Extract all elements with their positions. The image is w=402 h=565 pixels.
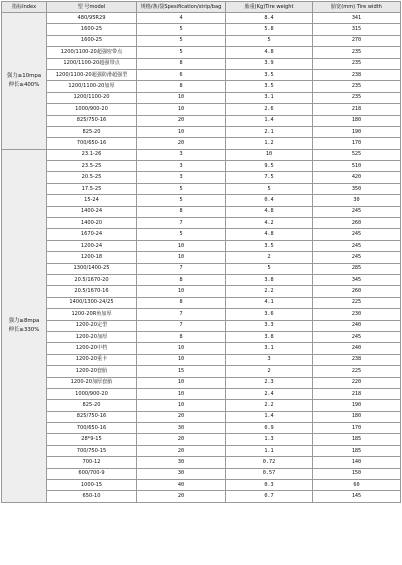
cell-model: 825-20 — [47, 126, 137, 137]
cell-width: 190 — [313, 126, 401, 137]
cell-width: 150 — [313, 468, 401, 479]
cell-model: 15-24 — [47, 195, 137, 206]
cell-spec: 6 — [137, 69, 226, 80]
cell-weight: 5 — [226, 183, 313, 194]
cell-spec: 20 — [137, 491, 226, 502]
cell-spec: 3 — [137, 172, 226, 183]
cell-model: 700/650-16 — [47, 138, 137, 149]
table-row — [2, 24, 401, 35]
cell-spec: 8 — [137, 206, 226, 217]
cell-weight: 2.4 — [226, 388, 313, 399]
table-row — [2, 331, 401, 342]
cell-spec: 8 — [137, 81, 226, 92]
table-row — [2, 274, 401, 285]
cell-width: 238 — [313, 69, 401, 80]
cell-spec: 8 — [137, 297, 226, 308]
group-index-cell — [2, 149, 47, 502]
cell-model: 23.5-25 — [47, 161, 137, 172]
table-row — [2, 445, 401, 456]
cell-spec: 5 — [137, 24, 226, 35]
cell-spec: 20 — [137, 115, 226, 126]
cell-spec: 10 — [137, 343, 226, 354]
cell-model: 1200-20加厚套胎 — [47, 377, 137, 388]
cell-weight: 7.5 — [226, 172, 313, 183]
cell-width: 420 — [313, 172, 401, 183]
cell-width: 341 — [313, 13, 401, 24]
table-row — [2, 13, 401, 24]
header-index: 指标Index — [2, 2, 47, 13]
cell-weight: 4.1 — [226, 297, 313, 308]
cell-model: 1400-24 — [47, 206, 137, 217]
cell-spec: 30 — [137, 423, 226, 434]
cell-width: 225 — [313, 297, 401, 308]
cell-weight: 0.9 — [226, 423, 313, 434]
cell-width: 185 — [313, 445, 401, 456]
cell-model: 1200/1100-20加厚 — [47, 81, 137, 92]
cell-model: 1400-20 — [47, 218, 137, 229]
cell-weight: 1.4 — [226, 115, 313, 126]
header-model: 型 号model — [47, 2, 137, 13]
table-row — [2, 92, 401, 103]
cell-spec: 30 — [137, 468, 226, 479]
group-strength-label: 强力≥10mpa — [6, 72, 42, 79]
cell-weight: 9.5 — [226, 161, 313, 172]
cell-spec: 8 — [137, 331, 226, 342]
cell-width: 238 — [313, 354, 401, 365]
cell-weight: 8.4 — [226, 13, 313, 24]
cell-model: 1200-20套胎 — [47, 366, 137, 377]
table-row — [2, 309, 401, 320]
cell-weight: 3.8 — [226, 331, 313, 342]
cell-model: 650-10 — [47, 491, 137, 502]
cell-model: 1000/900-20 — [47, 388, 137, 399]
cell-model: 1600-25 — [47, 24, 137, 35]
cell-weight: 0.7 — [226, 491, 313, 502]
cell-weight: 3.6 — [226, 309, 313, 320]
cell-weight: 0.4 — [226, 195, 313, 206]
cell-weight: 3.8 — [226, 274, 313, 285]
cell-width: 240 — [313, 343, 401, 354]
table-row — [2, 69, 401, 80]
table-row — [2, 104, 401, 115]
table-row — [2, 218, 401, 229]
cell-weight: 2 — [226, 366, 313, 377]
cell-weight: 5 — [226, 263, 313, 274]
cell-model: 1200/1100-20超强带点 — [47, 58, 137, 69]
cell-weight: 1.1 — [226, 445, 313, 456]
cell-weight: 4.2 — [226, 218, 313, 229]
cell-weight: 1.3 — [226, 434, 313, 445]
cell-width: 245 — [313, 331, 401, 342]
cell-weight: 2.3 — [226, 377, 313, 388]
cell-width: 245 — [313, 206, 401, 217]
table-row — [2, 366, 401, 377]
table-row — [2, 491, 401, 502]
cell-model: 1300/1400-25 — [47, 263, 137, 274]
cell-weight: 5 — [226, 35, 313, 46]
group-elongation-label: 伸长≥330% — [8, 326, 40, 333]
table-body — [2, 13, 401, 503]
cell-weight: 0.57 — [226, 468, 313, 479]
tire-spec-table — [1, 1, 401, 503]
cell-spec: 10 — [137, 240, 226, 251]
cell-weight: 1.2 — [226, 138, 313, 149]
cell-spec: 40 — [137, 480, 226, 491]
cell-spec: 10 — [137, 400, 226, 411]
cell-weight: 2.2 — [226, 400, 313, 411]
cell-weight: 2.6 — [226, 104, 313, 115]
cell-spec: 10 — [137, 388, 226, 399]
cell-weight: 4.8 — [226, 47, 313, 58]
cell-weight: 10 — [226, 149, 313, 160]
cell-width: 270 — [313, 35, 401, 46]
cell-spec: 30 — [137, 457, 226, 468]
cell-width: 180 — [313, 115, 401, 126]
cell-model: 1200-20中档 — [47, 343, 137, 354]
cell-model: 1200-20加厚 — [47, 331, 137, 342]
cell-weight: 3 — [226, 354, 313, 365]
cell-model: 1000/900-20 — [47, 104, 137, 115]
cell-width: 218 — [313, 104, 401, 115]
cell-width: 170 — [313, 423, 401, 434]
cell-model: 20.5-25 — [47, 172, 137, 183]
cell-spec: 7 — [137, 320, 226, 331]
cell-spec: 20 — [137, 434, 226, 445]
cell-spec: 8 — [137, 274, 226, 285]
cell-model: 23.1-26 — [47, 149, 137, 160]
table-row — [2, 149, 401, 160]
cell-width: 140 — [313, 457, 401, 468]
cell-width: 285 — [313, 263, 401, 274]
cell-model: 28*9-15 — [47, 434, 137, 445]
table-row — [2, 229, 401, 240]
cell-width: 230 — [313, 309, 401, 320]
cell-width: 220 — [313, 377, 401, 388]
table-row — [2, 206, 401, 217]
cell-weight: 2.2 — [226, 286, 313, 297]
cell-model: 825/750-16 — [47, 411, 137, 422]
cell-weight: 0.72 — [226, 457, 313, 468]
cell-spec: 5 — [137, 183, 226, 194]
cell-model: 1200-24 — [47, 240, 137, 251]
cell-width: 345 — [313, 274, 401, 285]
cell-spec: 10 — [137, 252, 226, 263]
table-row — [2, 286, 401, 297]
cell-width: 350 — [313, 183, 401, 194]
cell-width: 225 — [313, 366, 401, 377]
table-row — [2, 263, 401, 274]
cell-weight: 2.1 — [226, 126, 313, 137]
cell-model: 700/750-15 — [47, 445, 137, 456]
cell-model: 1400/1300-24/25 — [47, 297, 137, 308]
cell-model: 1200/1100-20超强密带点 — [47, 47, 137, 58]
cell-model: 1670-24 — [47, 229, 137, 240]
table-row — [2, 343, 401, 354]
cell-spec: 10 — [137, 104, 226, 115]
table-header-row — [2, 2, 401, 13]
table-row — [2, 457, 401, 468]
group-index-cell — [2, 13, 47, 150]
table-row — [2, 411, 401, 422]
cell-spec: 7 — [137, 309, 226, 320]
cell-width: 30 — [313, 195, 401, 206]
cell-width: 525 — [313, 149, 401, 160]
cell-spec: 3 — [137, 149, 226, 160]
cell-weight: 3.9 — [226, 58, 313, 69]
table-row — [2, 195, 401, 206]
cell-width: 145 — [313, 491, 401, 502]
cell-model: 1200-20重卡 — [47, 354, 137, 365]
cell-width: 240 — [313, 320, 401, 331]
cell-spec: 4 — [137, 13, 226, 24]
cell-width: 190 — [313, 400, 401, 411]
table-row — [2, 320, 401, 331]
table-row — [2, 81, 401, 92]
cell-weight: 5.8 — [226, 24, 313, 35]
cell-width: 235 — [313, 92, 401, 103]
cell-model: 825-20 — [47, 400, 137, 411]
cell-weight: 4.8 — [226, 206, 313, 217]
cell-spec: 10 — [137, 126, 226, 137]
table-row — [2, 161, 401, 172]
cell-spec: 10 — [137, 377, 226, 388]
cell-width: 170 — [313, 138, 401, 149]
cell-weight: 3.5 — [226, 69, 313, 80]
cell-spec: 10 — [137, 286, 226, 297]
cell-weight: 0.3 — [226, 480, 313, 491]
cell-width: 245 — [313, 229, 401, 240]
table-row — [2, 172, 401, 183]
cell-spec: 3 — [137, 161, 226, 172]
table-row — [2, 183, 401, 194]
cell-model: 1200-20定型 — [47, 320, 137, 331]
table-row — [2, 468, 401, 479]
cell-model: 700-12 — [47, 457, 137, 468]
cell-model: 1200-18 — [47, 252, 137, 263]
cell-width: 180 — [313, 411, 401, 422]
cell-width: 218 — [313, 388, 401, 399]
cell-model: 1000-15 — [47, 480, 137, 491]
cell-model: 20.5/1670-16 — [47, 286, 137, 297]
cell-width: 185 — [313, 434, 401, 445]
cell-model: 20.5/1670-20 — [47, 274, 137, 285]
table-row — [2, 35, 401, 46]
cell-width: 315 — [313, 24, 401, 35]
cell-spec: 20 — [137, 411, 226, 422]
header-width: 胎宽(mm) Tire width — [313, 2, 401, 13]
cell-width: 245 — [313, 252, 401, 263]
cell-width: 245 — [313, 240, 401, 251]
cell-spec: 15 — [137, 366, 226, 377]
cell-weight: 1.4 — [226, 411, 313, 422]
cell-model: 600/700-9 — [47, 468, 137, 479]
cell-width: 260 — [313, 218, 401, 229]
cell-weight: 3.5 — [226, 240, 313, 251]
group-elongation-label: 伸长≥400% — [8, 81, 40, 88]
cell-weight: 4.8 — [226, 229, 313, 240]
cell-model: 480/95R29 — [47, 13, 137, 24]
header-weight: 胎重(Kg)Tire weight — [226, 2, 313, 13]
table-row — [2, 423, 401, 434]
cell-width: 260 — [313, 286, 401, 297]
table-row — [2, 400, 401, 411]
cell-spec: 10 — [137, 92, 226, 103]
cell-spec: 7 — [137, 218, 226, 229]
header-spec: 规格/条/袋Spesification/strip/bag — [137, 2, 226, 13]
cell-spec: 5 — [137, 47, 226, 58]
cell-weight: 2 — [226, 252, 313, 263]
cell-width: 510 — [313, 161, 401, 172]
cell-spec: 20 — [137, 445, 226, 456]
cell-spec: 7 — [137, 263, 226, 274]
table-row — [2, 354, 401, 365]
table-row — [2, 58, 401, 69]
cell-width: 235 — [313, 81, 401, 92]
cell-model: 1200/1100-20 — [47, 92, 137, 103]
cell-model: 825/750-16 — [47, 115, 137, 126]
cell-spec: 5 — [137, 35, 226, 46]
table-row — [2, 115, 401, 126]
cell-model: 1200/1100-20超强防滑超强型 — [47, 69, 137, 80]
cell-weight: 3.3 — [226, 320, 313, 331]
cell-spec: 5 — [137, 229, 226, 240]
cell-model: 17.5-25 — [47, 183, 137, 194]
table-row — [2, 377, 401, 388]
cell-width: 60 — [313, 480, 401, 491]
cell-width: 235 — [313, 47, 401, 58]
table-row — [2, 240, 401, 251]
table-row — [2, 252, 401, 263]
cell-model: 1600-25 — [47, 35, 137, 46]
table-row — [2, 434, 401, 445]
cell-spec: 10 — [137, 354, 226, 365]
cell-weight: 3.5 — [226, 81, 313, 92]
table-row — [2, 138, 401, 149]
group-strength-label: 强力≥8mpa — [8, 317, 40, 324]
table-row — [2, 388, 401, 399]
table-row — [2, 297, 401, 308]
table-row — [2, 480, 401, 491]
cell-spec: 5 — [137, 195, 226, 206]
cell-model: 700/650-16 — [47, 423, 137, 434]
cell-width: 235 — [313, 58, 401, 69]
cell-model: 1200-20R角加厚 — [47, 309, 137, 320]
cell-spec: 20 — [137, 138, 226, 149]
table-row — [2, 47, 401, 58]
table-row — [2, 126, 401, 137]
cell-spec: 8 — [137, 58, 226, 69]
cell-weight: 3.1 — [226, 343, 313, 354]
cell-weight: 3.1 — [226, 92, 313, 103]
